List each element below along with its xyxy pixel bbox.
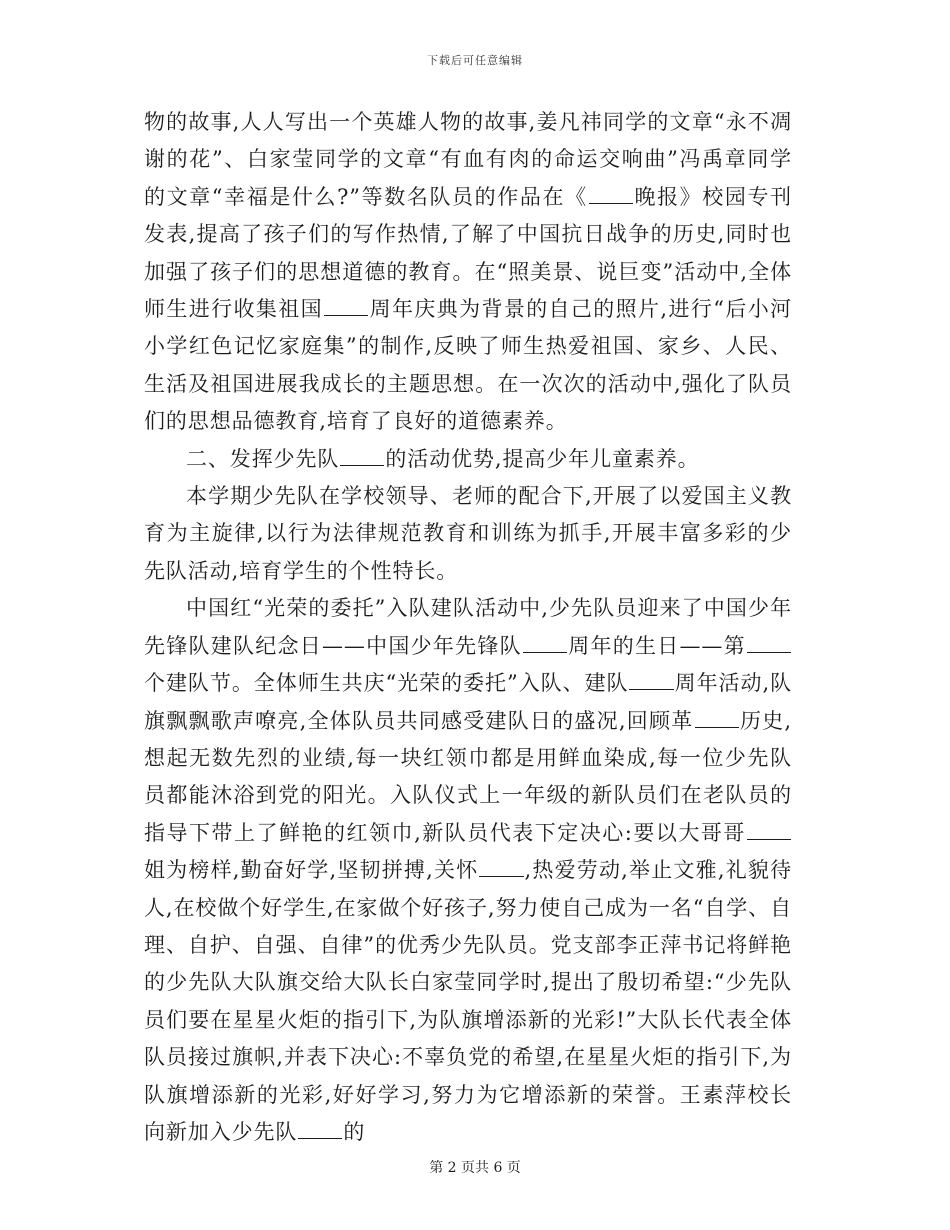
page-footer: 第 2 页共 6 页 [429, 1160, 521, 1176]
paragraph-semester-overview [144, 478, 792, 590]
paragraph-enrollment-ceremony [144, 590, 792, 1151]
paragraph-text: 历史,想起无数先烈的业绩,每一块红领巾都是用鲜血染成,每一位少先队员都能沐浴到党的阳光。入队仪式上一年级的新队员们在老队员的指导下带上了鲜艳的红领巾,新队员代表下定决心:要以大哥哥 [144, 708, 792, 845]
paragraph-text: 晚报》校园专刊发表,提高了孩子们的写作热情,了解了中国抗日战争的历史,同时也加强了孩子们的思想道德的教育。在“照美景、说巨变”活动中,全体师生进行收集祖国 [144, 184, 792, 322]
paragraph-text: 物的故事,人人写出一个英雄人物的故事,姜凡祎同学的文章“永不凋谢的花”、白家莹同学的文章“有血有肉的命运交响曲”冯禹章同学的文章“幸福是什么?”等数名队员的作品在《 [144, 110, 792, 209]
blank-line [747, 634, 791, 653]
section-heading-2 [144, 441, 792, 478]
blank-line [523, 634, 567, 653]
blank-line [298, 1120, 342, 1139]
paragraph-text: 个建队节。全体师生共庆“光荣的委托”入队、建队 [144, 671, 629, 696]
blank-line [629, 671, 673, 690]
paragraph-text: 周年活动,队旗飘飘歌声嘹亮,全体队员共同感受建队日的盛况,回顾革 [144, 671, 792, 733]
blank-line [340, 447, 384, 466]
blank-line [747, 821, 791, 840]
blank-line [479, 858, 523, 877]
paragraph-text: 本学期少先队在学校领导、老师的配合下,开展了以爱国主义教育为主旋律,以行为法律规范教育和训练为抓手,开展丰富多彩的少先队活动,培育学生的个性特长。 [144, 484, 792, 583]
blank-line [324, 297, 368, 316]
paragraph-story-continuation [144, 104, 792, 441]
paragraph-text: 周年庆典为背景的自己的照片,进行“后小河小学红色记忆家庭集”的制作,反映了师生热爱祖国、家乡、人民、生活及祖国进展我成长的主题思想。在一次次的活动中,强化了队员们的思想品德教育,培育了良好的道德素养。 [144, 297, 792, 434]
paragraph-text: 周年的生日——第 [567, 633, 746, 658]
blank-line [695, 709, 739, 728]
paragraph-text: ,热爱劳动,举止文雅,礼貌待人,在校做个好学生,在家做个好孩子,努力使自己成为一名“自学、自理、自护、自强、自律”的优秀少先队员。党支部李正萍书记将鲜艳的少先队大队旗交给大队长白家莹同学时,提出了殷切希望:“少先队员们要在星星火炬的指引下,为队旗增添新的光彩!”大队长代表全体队员接过旗帜,并表下决心:不辜负党的希望,在星星火炬的指引下,为队旗增添新的光彩,好好学习,努力为它增添新的荣誉。王素萍校长向新加入少先队 [144, 858, 793, 1144]
heading-text: 的活动优势,提高少年儿童素养。 [385, 446, 700, 471]
paragraph-text: 的 [343, 1119, 366, 1144]
page-header: 下载后可任意编辑 [427, 54, 523, 67]
heading-text: 二、发挥少先队 [186, 446, 340, 471]
blank-line [589, 185, 633, 204]
paragraph-text: 姐为榜样,勤奋好学,坚韧拼搏,关怀 [144, 858, 479, 883]
document-body [144, 104, 792, 1151]
paragraph-text: 中国红“光荣的委托”入队建队活动中,少先队员迎来了中国少年先锋队建队纪念日——中国少年先锋队 [144, 596, 792, 658]
